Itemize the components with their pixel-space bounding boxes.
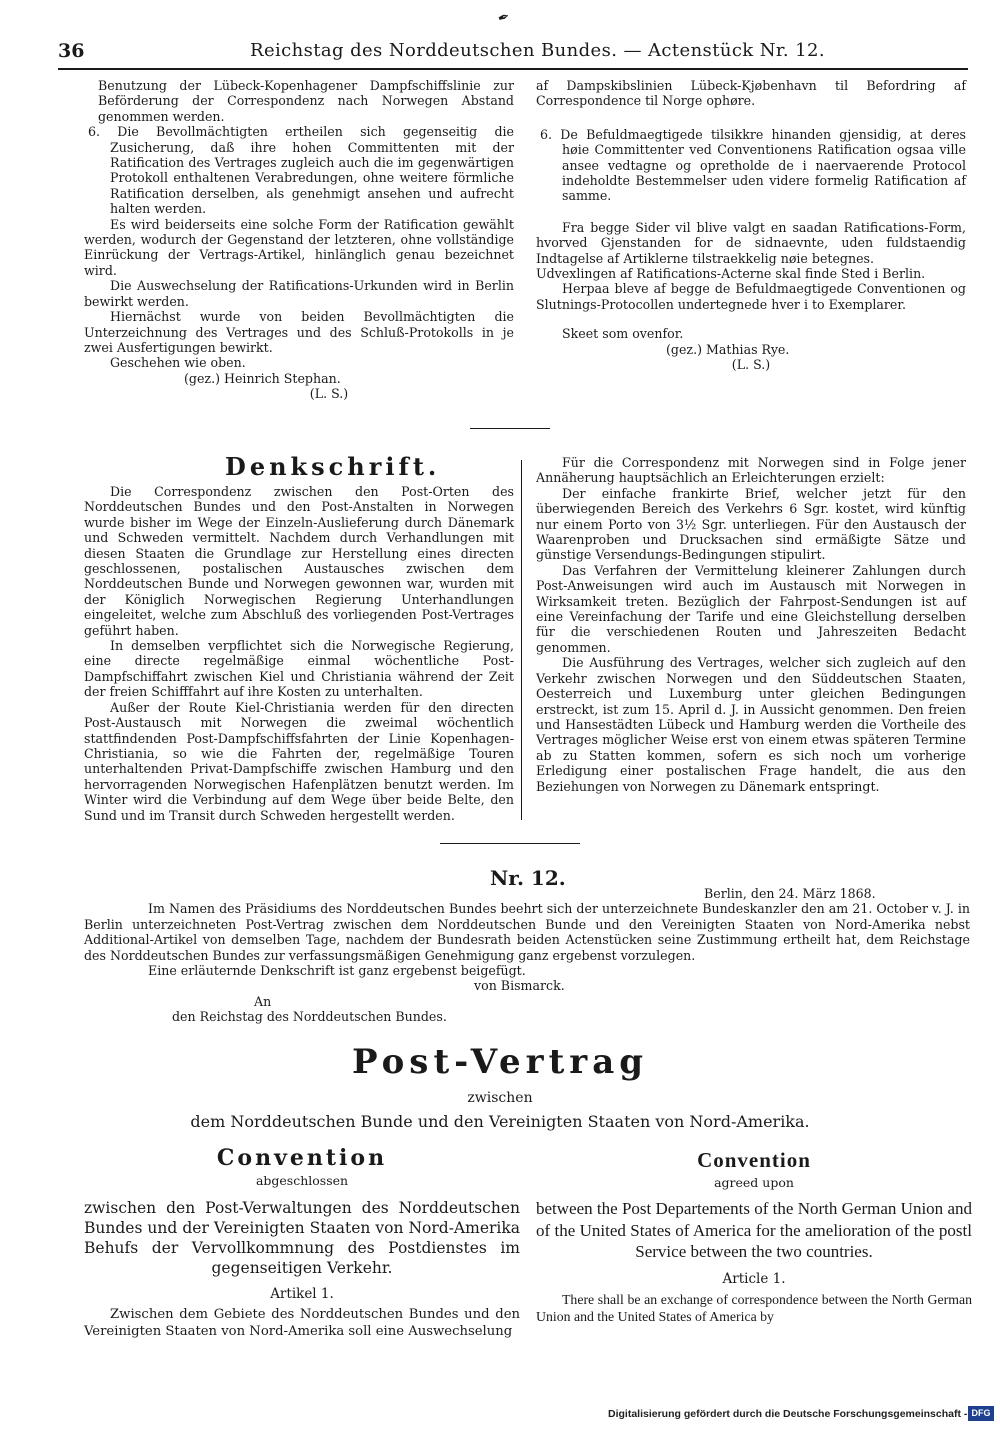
paragraph: Für die Correspondenz mit Norwegen sind in Folge jener Annäherung hauptsächlich an Erleichterungen erzielt: xyxy=(536,455,966,486)
article-text: There shall be an exchange of correspondence between the North German Union and the United States of America by xyxy=(536,1291,972,1324)
convention-description: zwischen den Post-Verwaltungen des Norddeutschen Bundes und der Vereinigten Staaten von Nord-Amerika Behufs der Vervollkommnung des Postdienstes im gegenseitigen Verkehr. xyxy=(84,1199,520,1277)
signature: (gez.) Heinrich Stephan. xyxy=(184,370,341,386)
seal-mark: (L. S.) xyxy=(309,386,349,402)
ink-mark-icon: ✒ xyxy=(495,8,513,28)
convention-german xyxy=(84,1145,520,1340)
paragraph: 6. Die Bevollmächtigten ertheilen sich gegenseitig die Zusicherung, daß ihre hohen Committenten mit der Ratification des Vertrages zugleich auch die im gegenwärtigen Protokoll enthaltenen Verabredungen, ohne weitere förmliche Ratification derselben, als genehmigt ansehen und aufrecht halten werden. xyxy=(88,124,514,217)
paragraph: Die Correspondenz zwischen den Post-Orten des Norddeutschen Bundes und den Post-Anstalten in Norwegen wurde bisher im Wege der Einzeln-Auslieferung durch Dänemark und Schweden vermittelt. Nachdem durch Verhandlungen mit diesen Staaten die Grundlage zur Herstellung eines directen geschlossenen, postalischen Austausches zwischen dem Norddeutschen Bunde und Norwegen gewonnen war, wurden mit der Königlich Norwegischen Regierung Unterhandlungen eingeleitet, welche zum Abschluß des vorliegenden Post-Vertrages geführt haben. xyxy=(84,484,514,638)
section-rule xyxy=(470,428,550,429)
convention-qualifier: abgeschlossen xyxy=(255,1173,349,1188)
denkschrift-title: Denkschrift. xyxy=(225,452,441,481)
letter-signature: von Bismarck. xyxy=(474,978,565,994)
paragraph: 6. De Befuldmaegtigede tilsikkre hinanden gjensidig, at deres høie Committenter ved Conventionens Ratification ogsaa ville ansee vedtagne og opretholde de i naervaerende Protocol indeholdte Bestemmelser uden videre formelig Ratification af samme. xyxy=(540,126,966,204)
paragraph: Außer der Route Kiel-Christiania werden für den directen Post-Austausch mit Norwegen die zweimal wöchentlich stattfindenden Post-Dampfschiffsfahrten der Linie Kopenhagen-Christiania, so wie die Fahrten der, regelmäßige Touren unterhaltenden Privat-Dampfschiffe zwischen Hamburg und den hervorragenden Norwegischen Hafenplätzen benutzt werden. Im Winter wird die Verbindung auf dem Wege über beide Belte, den Sund und im Transit durch Schweden hergestellt werden. xyxy=(84,699,514,823)
paragraph: Herpaa bleve af begge de Befuldmaegtigede Conventionen og Slutnings-Protocollen undertegnede hver i to Exemplarer. xyxy=(536,281,966,312)
document-number-title: Nr. 12. xyxy=(490,866,566,890)
paragraph: Der einfache frankirte Brief, welcher jetzt für den überwiegenden Bereich des Verkehrs 6 Sgr. kostet, wird künftig nur einem Porto von 3½ Sgr. unterliegen. Für den Austausch der Waarenproben und Drucksachen sind ermäßigte Sätze und günstige Versendungs-Bedingungen stipulirt. xyxy=(536,485,966,563)
denkschrift-right-column xyxy=(536,455,966,794)
letter-recipient: den Reichstag des Norddeutschen Bundes. xyxy=(172,1009,447,1025)
treaty-title: Post-Vertrag xyxy=(351,1042,649,1082)
paragraph: Udvexlingen af Ratifications-Acterne skal finde Sted i Berlin. xyxy=(536,266,926,282)
cover-letter xyxy=(84,886,970,1025)
letter-body: Im Namen des Präsidiums des Norddeutschen Bundes beehrt sich der unterzeichnete Bundeskanzler den am 21. October v. J. in Berlin unterzeichneten Post-Vertrag zwischen dem Norddeutschen Bunde und den Vereinigten Staaten von Nord-Amerika nebst Additional-Artikel von demselben Tage, nachdem der Bundesrath beiden Actenstücken seine Zustimmung ertheilt hat, dem Reichstage des Norddeutschen Bundes zur verfassungsmäßigen Genehmigung ganz ergebenst vorzulegen. xyxy=(84,901,970,963)
letter-date: Berlin, den 24. März 1868. xyxy=(704,886,876,901)
paragraph: Die Auswechselung der Ratifications-Urkunden wird in Berlin bewirkt werden. xyxy=(84,278,514,309)
paragraph: Es wird beiderseits eine solche Form der Ratification gewählt werden, wodurch der Gegenstand der letzteren, ohne vollständige Einrückung der Vertrags-Artikel, hinlänglich genau bezeichnet wird. xyxy=(84,216,514,278)
denkschrift-left-column xyxy=(84,484,514,823)
running-head: Reichstag des Norddeutschen Bundes. — Actenstück Nr. 12. xyxy=(250,40,825,61)
paragraph: Das Verfahren der Vermittelung kleinerer Zahlungen durch Post-Anweisungen wird auch im Austausch mit Norwegen in Wirksamkeit treten. Bezüglich der Fahrpost-Sendungen ist auf eine Vereinfachung der Tarife und eine Gleichstellung derselben für die verschiedenen Routen und Jahreszeiten Bedacht genommen. xyxy=(536,562,966,655)
letter-enclosure: Eine erläuternde Denkschrift ist ganz ergebenst beigefügt. xyxy=(148,963,526,979)
paragraph: af Dampskibslinien Lübeck-Kjøbenhavn til Befordring af Correspondence til Norge ophøre. xyxy=(536,78,966,109)
paragraph: Geschehen wie oben. xyxy=(110,355,246,371)
protocol-german-column xyxy=(84,78,514,402)
treaty-subtitle: zwischen xyxy=(467,1090,533,1106)
paragraph: Skeet som ovenfor. xyxy=(562,326,684,342)
column-divider xyxy=(521,460,522,820)
seal-mark: (L. S.) xyxy=(731,357,771,373)
letter-addressee-prefix: An xyxy=(254,993,272,1009)
convention-title: Convention xyxy=(216,1145,388,1171)
treaty-parties: dem Norddeutschen Bunde und den Vereinigten Staaten von Nord-Amerika. xyxy=(190,1112,810,1131)
convention-title: Convention xyxy=(697,1148,811,1172)
paragraph: Fra begge Sider vil blive valgt en saadan Ratifications-Form, hvorved Gjenstanden for de sidnaevnte, uden fuldstaendig Indtagelse af Artiklerne tilstraekkelig nøie betegnes. xyxy=(536,219,966,266)
paragraph: Benutzung der Lübeck-Kopenhagener Dampfschiffslinie zur Beförderung der Correspondenz nach Norwegen Abstand genommen werden. xyxy=(98,78,514,124)
protocol-danish-column xyxy=(536,78,966,373)
digitization-credit: Digitalisierung gefördert durch die Deutsche Forschungsgemeinschaft - xyxy=(608,1408,968,1420)
article-text: Zwischen dem Gebiete des Norddeutschen Bundes und den Vereinigten Staaten von Nord-Amerika soll eine Auswechselung xyxy=(84,1307,520,1339)
article-title: Artikel 1. xyxy=(270,1286,334,1302)
dfg-logo: DFG xyxy=(968,1406,994,1421)
page-number: 36 xyxy=(58,40,85,62)
paragraph: In demselben verpflichtet sich die Norwegische Regierung, eine directe regelmäßige einmal wöchentliche Post-Dampfschiffahrt zwischen Kiel und Christiania während der Zeit der freien Schifffahrt auf ihre Kosten zu unterhalten. xyxy=(84,638,514,700)
paragraph: Die Ausführung des Vertrages, welcher sich zugleich auf den Verkehr zwischen Norwegen und den Süddeutschen Staaten, Oesterreich und Luxemburg unter gleichen Bedingungen erstreckt, ist zum 15. April d. J. in Aussicht genommen. Den freien und Hansestädten Lübeck und Hamburg werden die Vortheile des Vertrages möglicher Weise erst von einem etwas späteren Termine ab zu Statten kommen, sofern es sich noch um vorherige Erledigung einer postalischen Frage handelt, die aus den Beziehungen von Norwegen zu Dänemark entspringt. xyxy=(536,655,966,794)
article-title: Article 1. xyxy=(722,1270,786,1287)
convention-description: between the Post Departements of the North German Union and of the United States of America for the amelioration of the postl Service between the two countries. xyxy=(536,1199,972,1261)
paragraph: Hiernächst wurde von beiden Bevollmächtigten die Unterzeichnung des Vertrages und des Schluß-Protokolls in je zwei Ausfertigungen bewirkt. xyxy=(84,309,514,355)
header-rule xyxy=(58,68,968,70)
section-rule xyxy=(440,843,580,844)
convention-english xyxy=(536,1148,972,1326)
signature: (gez.) Mathias Rye. xyxy=(666,341,790,357)
convention-qualifier: agreed upon xyxy=(714,1175,794,1190)
